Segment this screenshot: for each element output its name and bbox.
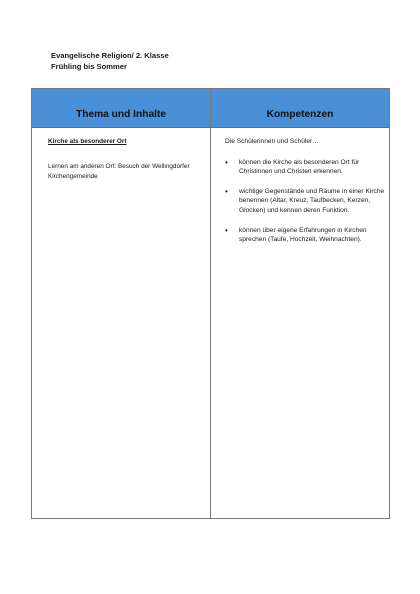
curriculum-table [31,88,390,519]
period: Frühling bis Sommer [51,61,127,71]
topic-text: Lernen am anderen Ort: Besuch der Wellingdorfer Kirchengemeinde [48,163,190,180]
column-divider [210,89,211,518]
header-competencies: Kompetenzen [266,108,334,120]
competencies-list [225,158,385,245]
list-item: • wichtige Gegenstände und Räume in einer Kirche benennen (Altar, Kreuz, Taufbecken, Kerzen, Glocken) und kennen deren Funktion. [225,186,385,214]
document-header [51,51,169,72]
subject-class: Evangelische Religion/ 2. Klasse [51,51,169,60]
bullet-icon: • [225,225,228,235]
header-topics: Thema und Inhalte [76,108,166,120]
competencies-intro: Die Schülerinnen und Schüler… [225,138,319,145]
topic-title: Kirche als besonderer Ort [48,138,127,145]
list-item: • können die Kirche als besonderen Ort für Christinnen und Christen erkennen. [225,157,360,176]
list-item: • können über eigene Erfahrungen in Kirchen sprechen (Taufe, Hochzeit, Weihnachten). [225,225,367,244]
competencies-cell [225,137,385,255]
bullet-icon: • [225,186,228,196]
topics-cell [48,137,200,181]
bullet-icon: • [225,157,228,167]
